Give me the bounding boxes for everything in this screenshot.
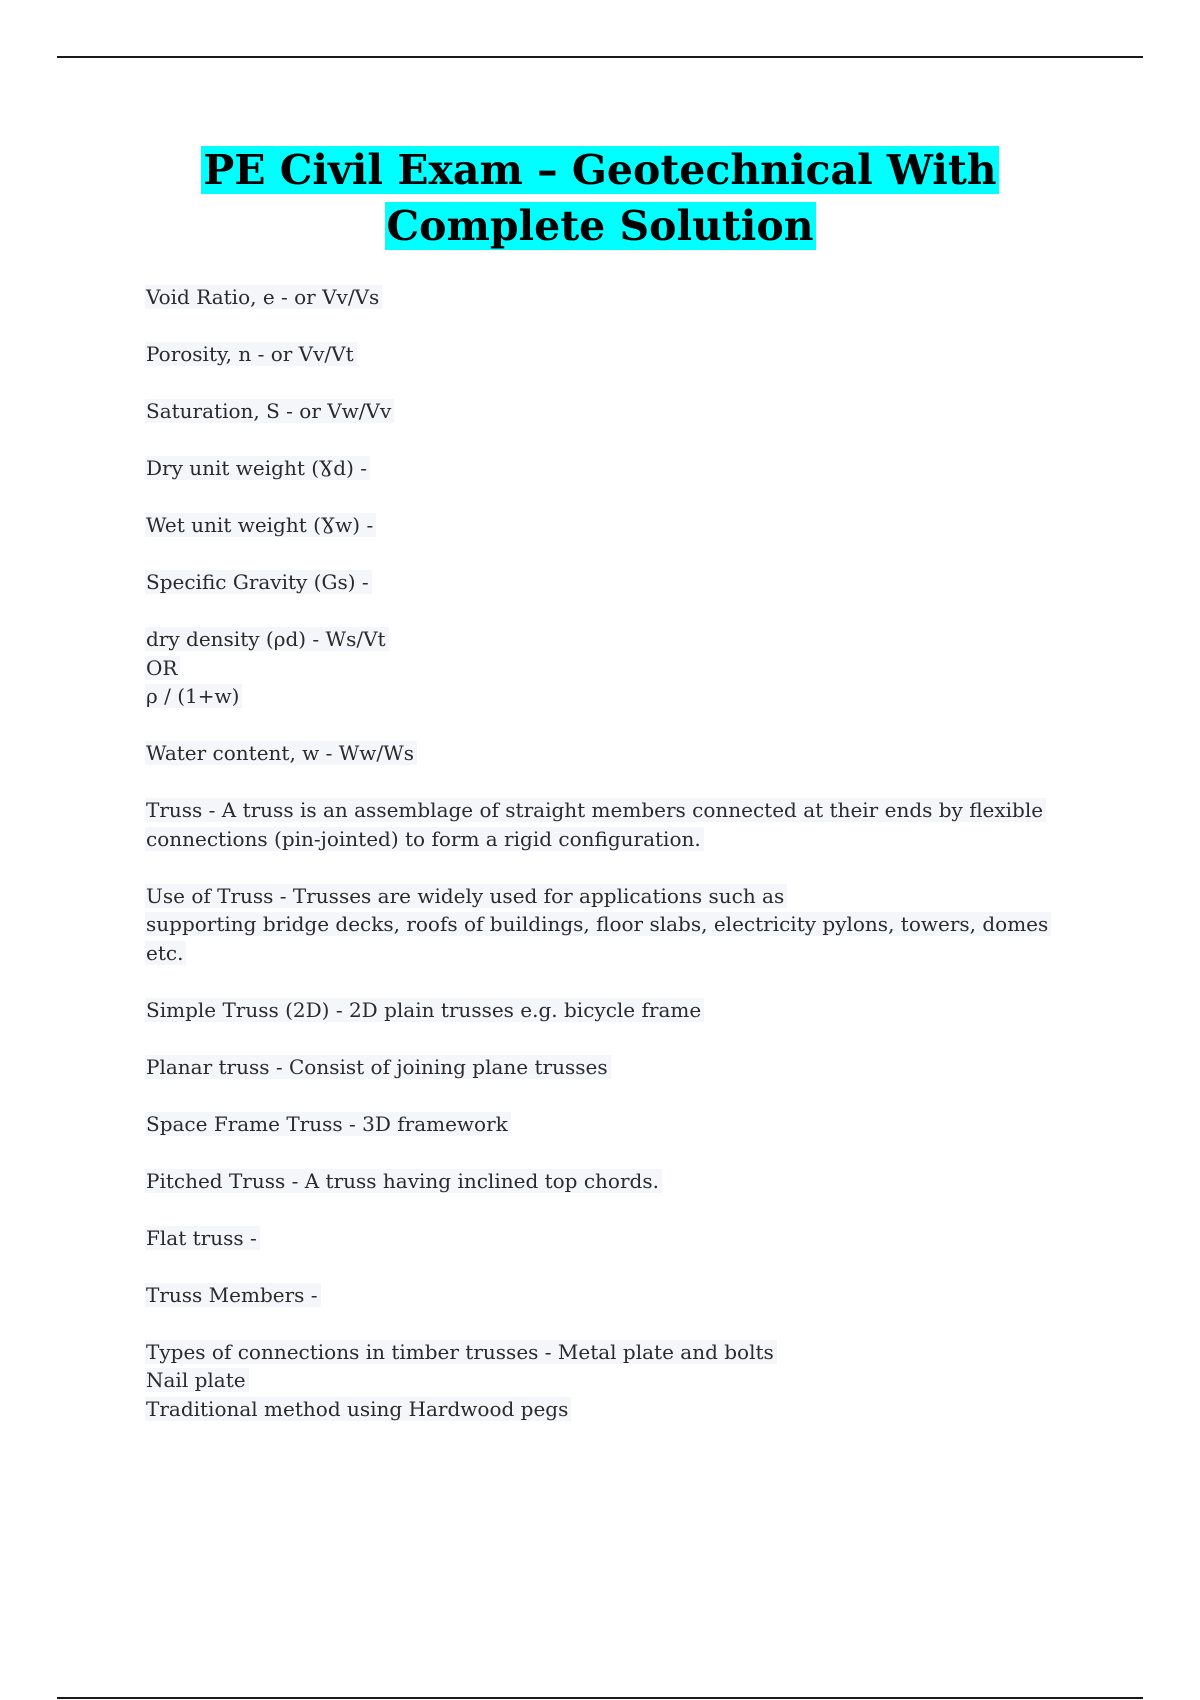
entry-line: [145, 825, 1065, 854]
entry-line: [145, 625, 1065, 654]
entry-text: Types of connections in timber trusses - Metal plate and bolts: [145, 1340, 777, 1364]
entry-text: Saturation, S - or Vw/Vv: [145, 399, 394, 423]
entry-text: Porosity, n - or Vv/Vt: [145, 342, 357, 366]
list-item: [145, 511, 1065, 540]
entry-line: [145, 283, 1065, 312]
list-item: [145, 796, 1065, 853]
entry-line: [145, 682, 1065, 711]
entry-line: [145, 996, 1065, 1025]
entry-text: Dry unit weight (Ɣd) -: [145, 456, 370, 480]
top-rule: [57, 56, 1143, 58]
entry-line: [145, 882, 1065, 911]
entry-text: Void Ratio, e - or Vv/Vs: [145, 285, 382, 309]
entry-text: Simple Truss (2D) - 2D plain trusses e.g. bicycle frame: [145, 998, 704, 1022]
entry-text: Specific Gravity (Gs) -: [145, 570, 372, 594]
entry-line: [145, 1224, 1065, 1253]
entry-line: [145, 1281, 1065, 1310]
entry-text: Truss - A truss is an assemblage of straight members connected at their ends by flexible: [145, 798, 1046, 822]
entry-line: [145, 340, 1065, 369]
entry-text: etc.: [145, 941, 186, 965]
title-line-2: Complete Solution: [386, 202, 814, 250]
entry-line: [145, 568, 1065, 597]
list-item: [145, 283, 1065, 312]
list-item: [145, 739, 1065, 768]
entry-line: [145, 454, 1065, 483]
entry-text: supporting bridge decks, roofs of buildings, floor slabs, electricity pylons, towers, domes: [145, 912, 1051, 936]
entry-text: Use of Truss - Trusses are widely used for applications such as: [145, 884, 787, 908]
entry-line: [145, 397, 1065, 426]
entry-text: Pitched Truss - A truss having inclined top chords.: [145, 1169, 662, 1193]
entry-text: Water content, w - Ww/Ws: [145, 741, 417, 765]
list-item: [145, 340, 1065, 369]
list-item: [145, 625, 1065, 711]
bottom-rule: [57, 1697, 1143, 1699]
page-title: [0, 142, 1200, 254]
entry-text: Planar truss - Consist of joining plane trusses: [145, 1055, 611, 1079]
list-item: [145, 568, 1065, 597]
entry-line: [145, 939, 1065, 968]
entry-line: [145, 1167, 1065, 1196]
entry-text: Truss Members -: [145, 1283, 321, 1307]
entry-line: [145, 1366, 1065, 1395]
entry-line: [145, 1053, 1065, 1082]
entry-text: Space Frame Truss - 3D framework: [145, 1112, 511, 1136]
entry-text: ρ / (1+w): [145, 684, 242, 708]
list-item: [145, 1053, 1065, 1082]
entry-line: [145, 739, 1065, 768]
entry-list: [145, 283, 1065, 1452]
entry-text: OR: [145, 656, 180, 680]
entry-text: Nail plate: [145, 1368, 249, 1392]
entry-line: [145, 1110, 1065, 1139]
entry-line: [145, 511, 1065, 540]
entry-line: [145, 796, 1065, 825]
entry-text: Traditional method using Hardwood pegs: [145, 1397, 571, 1421]
list-item: [145, 882, 1065, 968]
list-item: [145, 996, 1065, 1025]
entry-line: [145, 1395, 1065, 1424]
entry-text: Wet unit weight (Ɣw) -: [145, 513, 376, 537]
list-item: [145, 1110, 1065, 1139]
list-item: [145, 397, 1065, 426]
list-item: [145, 1281, 1065, 1310]
title-line-1: PE Civil Exam – Geotechnical With: [203, 146, 997, 194]
entry-text: Flat truss -: [145, 1226, 260, 1250]
list-item: [145, 454, 1065, 483]
list-item: [145, 1167, 1065, 1196]
entry-text: connections (pin-jointed) to form a rigid configuration.: [145, 827, 704, 851]
list-item: [145, 1224, 1065, 1253]
entry-line: [145, 1338, 1065, 1367]
entry-line: [145, 910, 1065, 939]
list-item: [145, 1338, 1065, 1424]
entry-text: dry density (ρd) - Ws/Vt: [145, 627, 389, 651]
entry-line: [145, 654, 1065, 683]
